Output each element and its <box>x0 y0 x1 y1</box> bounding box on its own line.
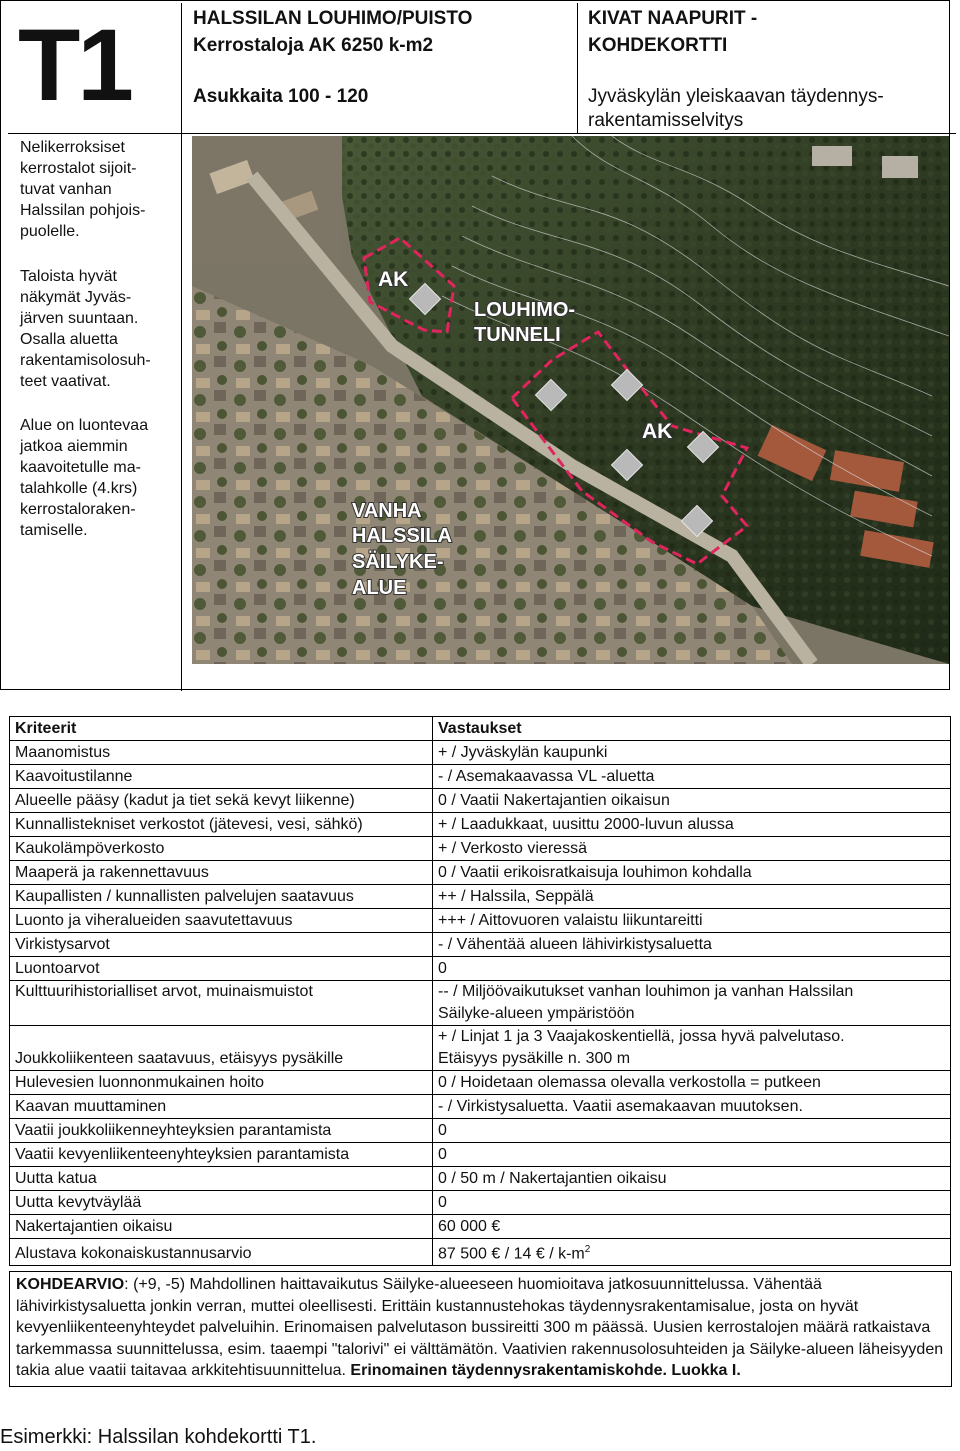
cell-line: Etäisyys pysäkille n. 300 m <box>438 1050 631 1067</box>
cell-line: + / Linjat 1 ja 3 Vaajakoskentiellä, jossa hyvä palvelutaso. <box>438 1028 845 1045</box>
note-line: näkymät Jyväs- <box>20 289 132 306</box>
map-label-old-area: VANHA <box>352 500 422 522</box>
table-row <box>10 1191 951 1215</box>
note-line: järven suuntaan. <box>20 310 139 327</box>
summary-text: : (+9, -5) Mahdollinen haittavaikutus Säilyke-alueeseen huomioitava jatkosuunnittelussa. Vähentää lähivirkistysaluetta jonkin verran, muttei oleellisesti. Erittäin kustannustehokas täydennysrakentamisalue, josta on hyvät kevyenliikenteenyhteydet palveluihin. Erinomaisen palvelutason bussireitti 300 m päässä. Uusien kerrostalojen määrä ratkaistava tarkemmassa suunnittelussa, esim. taaempi "talorivi" ei välttämätön. Vaativien rakennusolosuhteiden ja Säilyke-alueen läheisyyden takia alue vaatii taitavaa arkkitehtisuunnittelua. <box>16 1276 944 1380</box>
table-cell: Kaavoitustilanne <box>10 765 433 789</box>
divider <box>8 133 956 134</box>
table-row <box>10 741 951 765</box>
table-row <box>10 981 951 1026</box>
table-cell <box>433 981 951 1026</box>
table-cell: 0 / Vaatii erikoisratkaisuja louhimon kohdalla <box>433 861 951 885</box>
note-2 <box>20 266 180 392</box>
table-cell: Kulttuurihistorialliset arvot, muinaismuistot <box>10 981 433 1026</box>
table-cell: + / Jyväskylän kaupunki <box>433 741 951 765</box>
table-cell: Joukkoliikenteen saatavuus, etäisyys pysäkille <box>10 1026 433 1071</box>
table-cell: 0 / Hoidetaan olemassa olevalla verkostolla = putkeen <box>433 1071 951 1095</box>
table-row <box>10 1167 951 1191</box>
map-label-tunnel: LOUHIMO- <box>474 299 576 321</box>
table-cell: Uutta katua <box>10 1167 433 1191</box>
summary-conclusion: Erinomainen täydennysrakentamiskohde. Luokka I. <box>350 1362 741 1380</box>
map-label-old-area: HALSSILA <box>352 525 452 547</box>
summary-label: KOHDEARVIO <box>16 1276 125 1293</box>
table-cell: 0 <box>433 1119 951 1143</box>
site-type: Kerrostaloja AK 6250 k-m2 <box>193 35 434 56</box>
table-header-row <box>10 717 951 741</box>
superscript: 2 <box>584 1244 591 1255</box>
table-cell: Vaatii kevyenliikenteenyhteyksien parantamista <box>10 1143 433 1167</box>
note-line: Alue on luontevaa <box>20 417 149 434</box>
table-cell: Vaatii joukkoliikenneyhteyksien parantamista <box>10 1119 433 1143</box>
table-row <box>10 957 951 981</box>
map-label-ak1: AK <box>378 268 409 291</box>
cell-line: -- / Miljöövaikutukset vanhan louhimon ja vanhan Halssilan <box>438 983 854 1000</box>
note-line: Taloista hyvät <box>20 268 117 285</box>
divider <box>577 3 578 134</box>
table-cell: + / Verkosto vieressä <box>433 837 951 861</box>
table-row <box>10 885 951 909</box>
map-label-ak2: AK <box>642 420 673 443</box>
table-cell: Kunnallistekniset verkostot (jätevesi, vesi, sähkö) <box>10 813 433 837</box>
table-cell: Maaperä ja rakennettavuus <box>10 861 433 885</box>
table-header: Kriteerit <box>10 717 433 741</box>
table-cell: Luontoarvot <box>10 957 433 981</box>
table-row <box>10 1239 951 1266</box>
site-name: HALSSILAN LOUHIMO/PUISTO <box>193 8 473 29</box>
criteria-table <box>9 716 951 1266</box>
table-cell: Uutta kevytväylää <box>10 1191 433 1215</box>
map-label-old-area: SÄILYKE- <box>352 551 444 573</box>
table-cell: - / Virkistysaluetta. Vaatii asemakaavan muutoksen. <box>433 1095 951 1119</box>
figure-caption: Esimerkki: Halssilan kohdekortti T1. <box>0 1426 317 1448</box>
table-cell <box>433 1239 951 1266</box>
table-row <box>10 837 951 861</box>
table-cell: Virkistysarvot <box>10 933 433 957</box>
table-row <box>10 1071 951 1095</box>
note-line: tuvat vanhan <box>20 181 112 198</box>
table-row <box>10 813 951 837</box>
note-line: jatkoa aiemmin <box>20 438 128 455</box>
table-row <box>10 1215 951 1239</box>
card-title-line1: KIVAT NAAPURIT - <box>588 8 758 29</box>
card-title-line2: KOHDEKORTTI <box>588 35 728 56</box>
table-row <box>10 1095 951 1119</box>
table-row <box>10 765 951 789</box>
residents: Asukkaita 100 - 120 <box>193 86 369 107</box>
table-cell: - / Asemakaavassa VL -aluetta <box>433 765 951 789</box>
cost-value: 87 500 € / 14 € / k-m <box>438 1245 585 1263</box>
table-cell: 60 000 € <box>433 1215 951 1239</box>
table-cell: Alueelle pääsy (kadut ja tiet sekä kevyt liikenne) <box>10 789 433 813</box>
table-cell: Kaupallisten / kunnallisten palvelujen saatavuus <box>10 885 433 909</box>
site-code: T1 <box>18 8 132 122</box>
study-title-line1: Jyväskylän yleiskaavan täydennys- <box>588 86 884 107</box>
table-cell <box>433 1026 951 1071</box>
table-row <box>10 861 951 885</box>
aerial-map <box>192 136 949 664</box>
note-line: Halssilan pohjois- <box>20 202 146 219</box>
note-line: puolelle. <box>20 223 80 240</box>
note-line: kerrostaloraken- <box>20 501 136 518</box>
note-3 <box>20 415 180 541</box>
table-cell: 0 / 50 m / Nakertajantien oikaisu <box>433 1167 951 1191</box>
table-cell: 0 <box>433 1191 951 1215</box>
note-line: kaavoitetulle ma- <box>20 459 141 476</box>
table-cell: Luonto ja viheralueiden saavutettavuus <box>10 909 433 933</box>
building <box>882 156 918 178</box>
table-cell: ++ / Halssila, Seppälä <box>433 885 951 909</box>
table-cell: +++ / Aittovuoren valaistu liikuntareitti <box>433 909 951 933</box>
table-row <box>10 933 951 957</box>
note-line: talahkolle (4.krs) <box>20 480 138 497</box>
table-row <box>10 1119 951 1143</box>
table-cell: + / Laadukkaat, uusittu 2000-luvun alussa <box>433 813 951 837</box>
divider <box>181 3 182 691</box>
map-label-old-area: ALUE <box>352 577 407 599</box>
table-cell: Kaukolämpöverkosto <box>10 837 433 861</box>
table-row <box>10 909 951 933</box>
note-1 <box>20 137 180 242</box>
building <box>812 146 852 166</box>
table-cell: 0 <box>433 1143 951 1167</box>
table-cell: Hulevesien luonnonmukainen hoito <box>10 1071 433 1095</box>
table-row <box>10 1143 951 1167</box>
table-cell: Kaavan muuttaminen <box>10 1095 433 1119</box>
study-title-line2: rakentamisselvitys <box>588 110 744 131</box>
note-line: teet vaativat. <box>20 373 111 390</box>
note-line: rakentamisolosuh- <box>20 352 151 369</box>
table-cell: - / Vähentää alueen lähivirkistysaluetta <box>433 933 951 957</box>
table-cell: 0 <box>433 957 951 981</box>
summary-box <box>9 1271 952 1387</box>
note-line: tamiselle. <box>20 522 88 539</box>
map-label-tunnel: TUNNELI <box>474 324 561 346</box>
table-cell: 0 / Vaatii Nakertajantien oikaisun <box>433 789 951 813</box>
table-row <box>10 1026 951 1071</box>
note-line: Nelikerroksiset <box>20 139 125 156</box>
table-cell: Maanomistus <box>10 741 433 765</box>
table-cell: Nakertajantien oikaisu <box>10 1215 433 1239</box>
note-line: kerrostalot sijoit- <box>20 160 137 177</box>
table-header: Vastaukset <box>433 717 951 741</box>
table-row <box>10 789 951 813</box>
table-cell: Alustava kokonaiskustannusarvio <box>10 1239 433 1266</box>
cell-line: Säilyke-alueen ympäristöön <box>438 1005 635 1022</box>
note-line: Osalla aluetta <box>20 331 118 348</box>
